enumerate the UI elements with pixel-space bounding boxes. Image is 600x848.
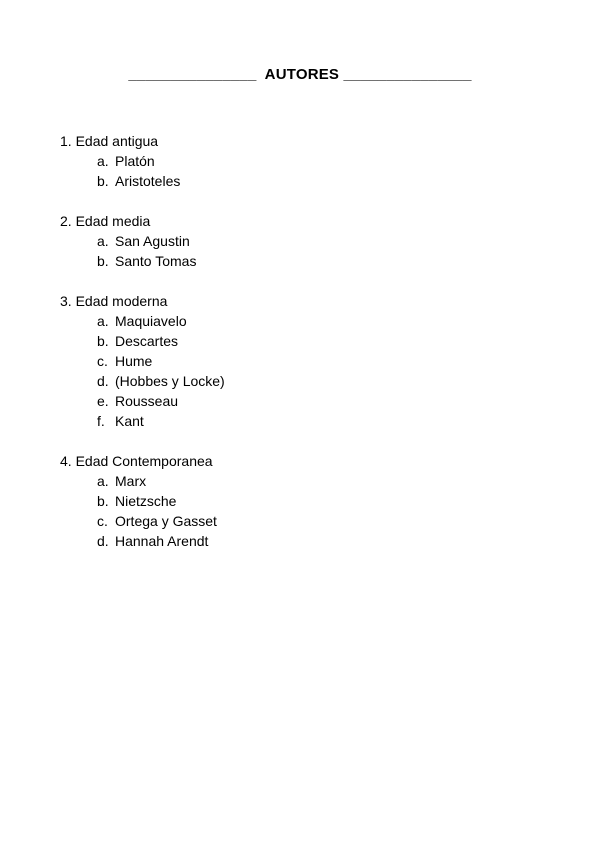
list-marker: b. (97, 173, 109, 189)
author-list (60, 231, 560, 271)
author-name: Nietzsche (115, 493, 177, 509)
list-marker: a. (97, 153, 109, 169)
list-marker: a. (97, 313, 109, 329)
section-edad-antigua (60, 131, 560, 191)
list-marker: a. (97, 233, 109, 249)
list-item (60, 371, 560, 391)
list-item (60, 351, 560, 371)
author-name: Marx (115, 473, 147, 489)
author-name: San Agustin (115, 233, 190, 249)
list-marker: d. (97, 373, 109, 389)
section-edad-moderna (60, 291, 560, 431)
section-edad-contemporanea (60, 451, 560, 551)
author-name: Ortega y Gasset (115, 513, 217, 529)
section-edad-media (60, 211, 560, 271)
author-name: Hannah Arendt (115, 533, 209, 549)
list-item (60, 151, 560, 171)
author-name: Aristoteles (115, 173, 181, 189)
list-marker: e. (97, 393, 109, 409)
list-marker: b. (97, 493, 109, 509)
author-list (60, 151, 560, 191)
author-list (60, 471, 560, 551)
author-name: (Hobbes y Locke) (115, 373, 225, 389)
author-name: Rousseau (115, 393, 179, 409)
author-name: Santo Tomas (115, 253, 197, 269)
list-item (60, 251, 560, 271)
list-item (60, 391, 560, 411)
section-heading: 1. Edad antigua (60, 133, 159, 149)
list-marker: b. (97, 333, 109, 349)
author-name: Descartes (115, 333, 179, 349)
author-list (60, 311, 560, 431)
list-marker: b. (97, 253, 109, 269)
author-name: Kant (115, 413, 144, 429)
authors-outline (60, 131, 560, 571)
list-marker: f. (97, 413, 105, 429)
section-heading: 4. Edad Contemporanea (60, 453, 213, 469)
document-title: _______________ AUTORES _______________ (128, 66, 472, 83)
list-item (60, 171, 560, 191)
list-marker: c. (97, 353, 108, 369)
author-name: Hume (115, 353, 153, 369)
list-item (60, 491, 560, 511)
list-marker: c. (97, 513, 108, 529)
author-name: Maquiavelo (115, 313, 187, 329)
list-item (60, 311, 560, 331)
list-item (60, 331, 560, 351)
list-item (60, 531, 560, 551)
list-item (60, 511, 560, 531)
section-heading: 3. Edad moderna (60, 293, 168, 309)
list-marker: d. (97, 533, 109, 549)
list-item (60, 231, 560, 251)
list-item (60, 471, 560, 491)
author-name: Platón (115, 153, 155, 169)
list-item (60, 411, 560, 431)
section-heading: 2. Edad media (60, 213, 151, 229)
list-marker: a. (97, 473, 109, 489)
